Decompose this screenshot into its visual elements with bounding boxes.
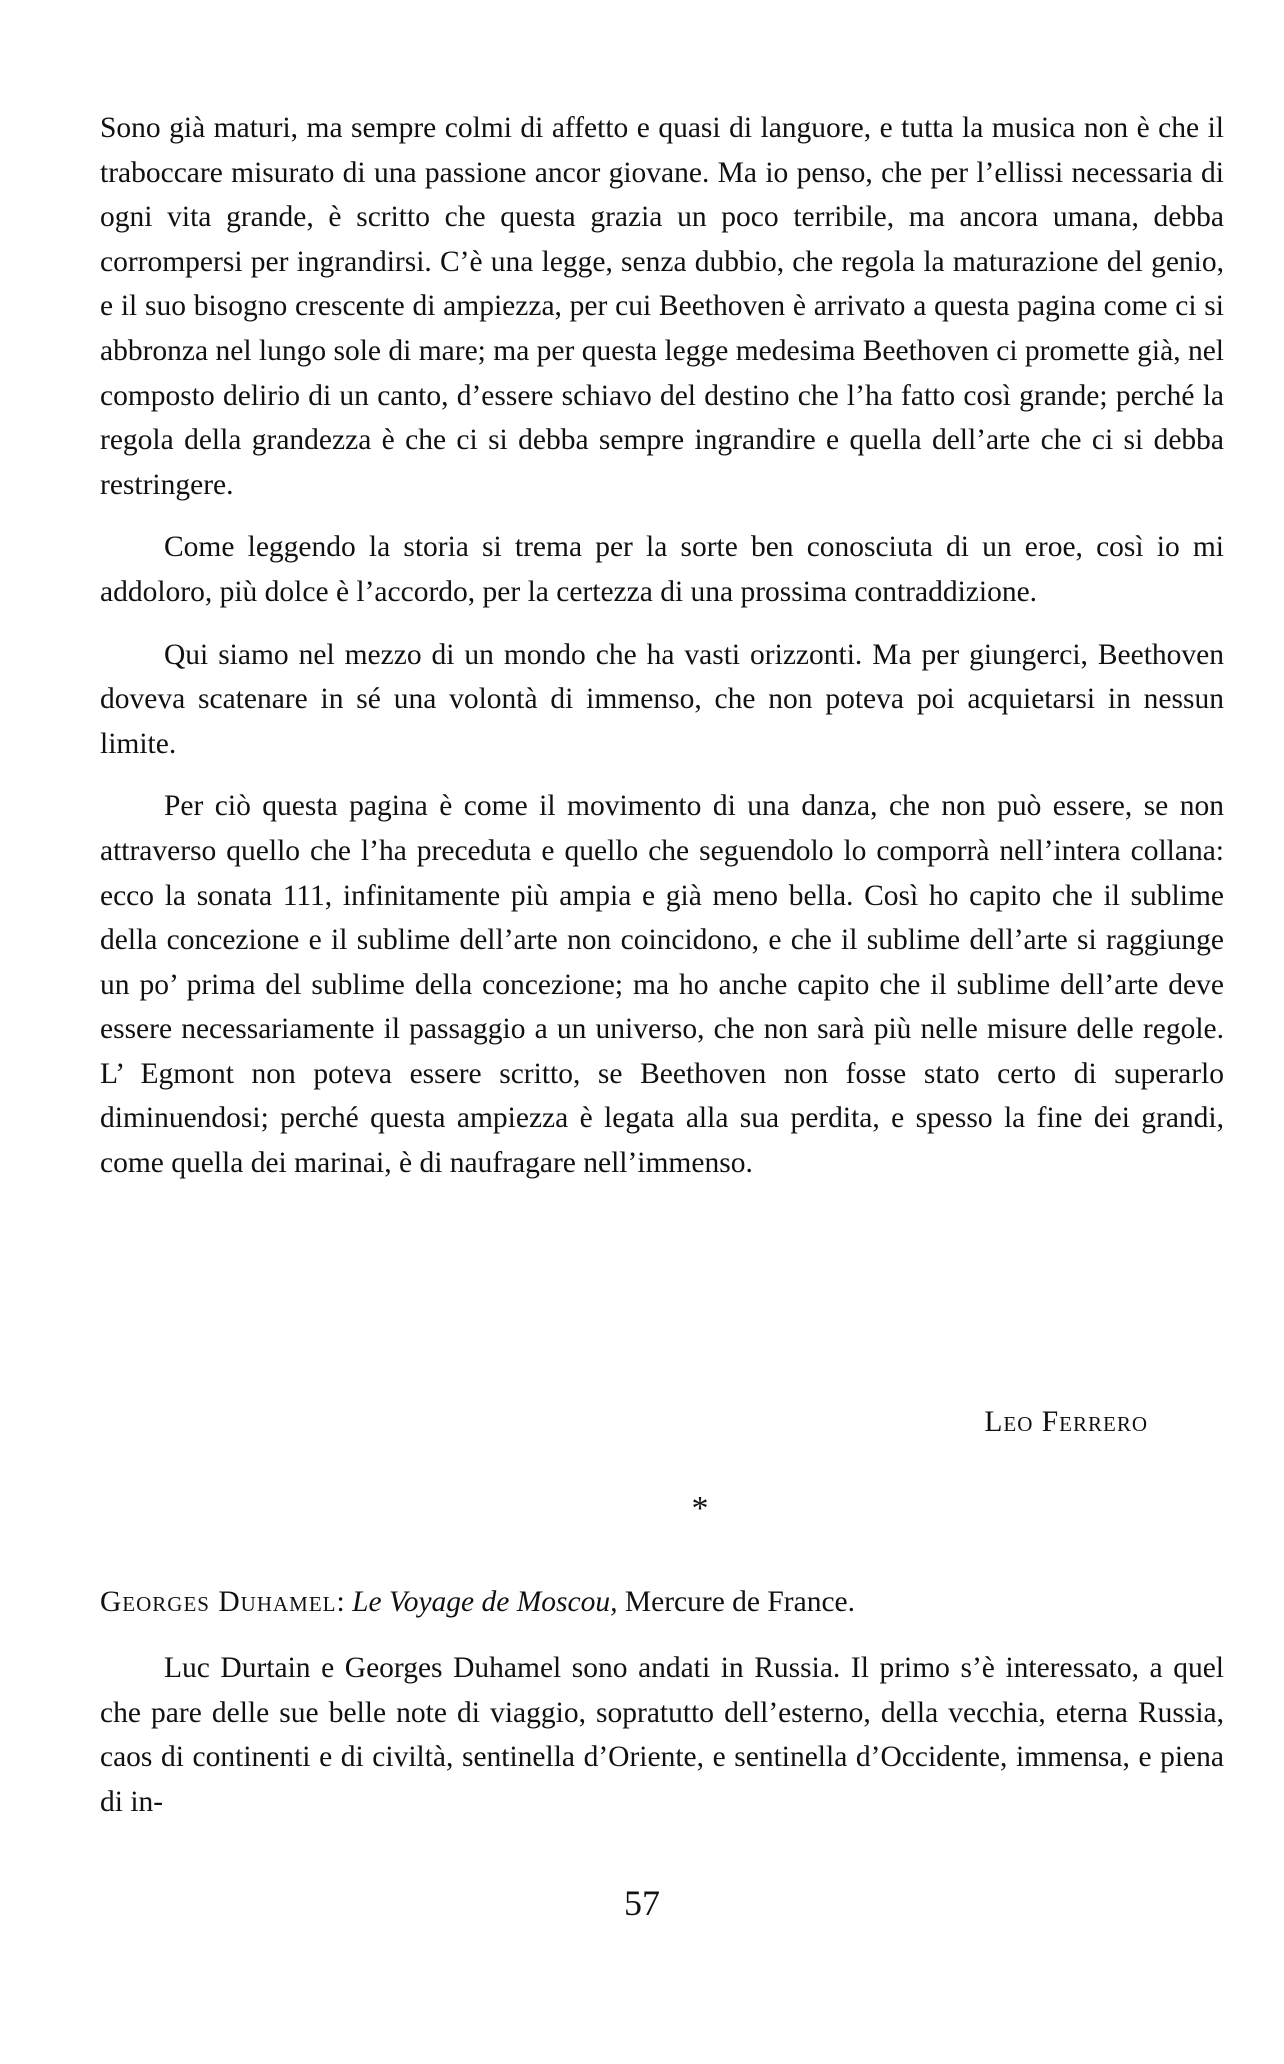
review-body: [100, 1646, 1224, 1824]
review-paragraph: Luc Durtain e Georges Duhamel sono andati in Russia. Il primo s’è interessato, a quel che pare delle sue belle note di viaggio, sopratutto dell’esterno, della vecchia, eterna Russia, caos di continenti e di civiltà, sentinella d’Oriente, e sentinella d’Occidente, immensa, e piena di in-: [100, 1652, 1224, 1818]
paragraph-2: Come leggendo la storia si trema per la sorte ben conosciuta di un eroe, così io mi addoloro, più dolce è l’accordo, per la certezza di una prossima contraddizione.: [100, 531, 1224, 608]
review-book-title: Le Voyage de Moscou,: [352, 1586, 618, 1618]
author-signature: Leo Ferrero: [984, 1406, 1148, 1438]
review-colon: :: [336, 1586, 353, 1618]
review-author: Georges Duhamel: [100, 1586, 337, 1618]
paragraph-4: Per ciò questa pagina è come il movimento di una danza, che non può essere, se non attraverso quello che l’ha preceduta e quello che seguendolo lo comporrà nell’intera collana: ecco la sonata 111, infinitamente più ampia e già meno bella. Così ho capito che il sublime della concezione e il sublime dell’arte non coincidono, e che il sublime dell’arte si raggiunge un po’ prima del sublime della concezione; ma ho anche capito che il sublime dell’arte deve essere necessariamente il passaggio a un universo, che non sarà più nelle misure delle regole. L’ Egmont non poteva essere scritto, se Beethoven non fosse stato certo di superarlo diminuendosi; perché questa ampiezza è legata alla sua perdita, e spesso la fine dei grandi, come quella dei marinai, è di naufragare nell’immenso.: [100, 790, 1224, 1180]
review-heading: [100, 1580, 1224, 1625]
paragraph-3: Qui siamo nel mezzo di un mondo che ha vasti orizzonti. Ma per giungerci, Beethoven doveva scatenare in sé una volontà di immenso, che non poteva poi acquietarsi in nessun limite.: [100, 638, 1224, 760]
page-number: 57: [624, 1883, 660, 1923]
paragraph-1: Sono già maturi, ma sempre colmi di affetto e quasi di languore, e tutta la musica non è che il traboccare misurato di una passione ancor giovane. Ma io penso, che per l’ellissi necessaria di ogni vita grande, è scritto che questa grazia un poco terribile, ma ancora umana, debba corrompersi per ingrandirsi. C’è una legge, senza dubbio, che regola la maturazione del genio, e il suo bisogno crescente di ampiezza, per cui Beethoven è arrivato a questa pagina come ci si abbronza nel lungo sole di mare; ma per questa legge medesima Beethoven ci promette già, nel composto delirio di un canto, d’essere schiavo del destino che l’ha fatto così grande; perché la regola della grandezza è che ci si debba sempre ingrandire e quella dell’arte che ci si debba restringere.: [100, 112, 1224, 501]
review-publisher: Mercure de France.: [617, 1586, 856, 1618]
page-body: [100, 106, 1224, 1818]
section-separator: *: [691, 1490, 709, 1527]
